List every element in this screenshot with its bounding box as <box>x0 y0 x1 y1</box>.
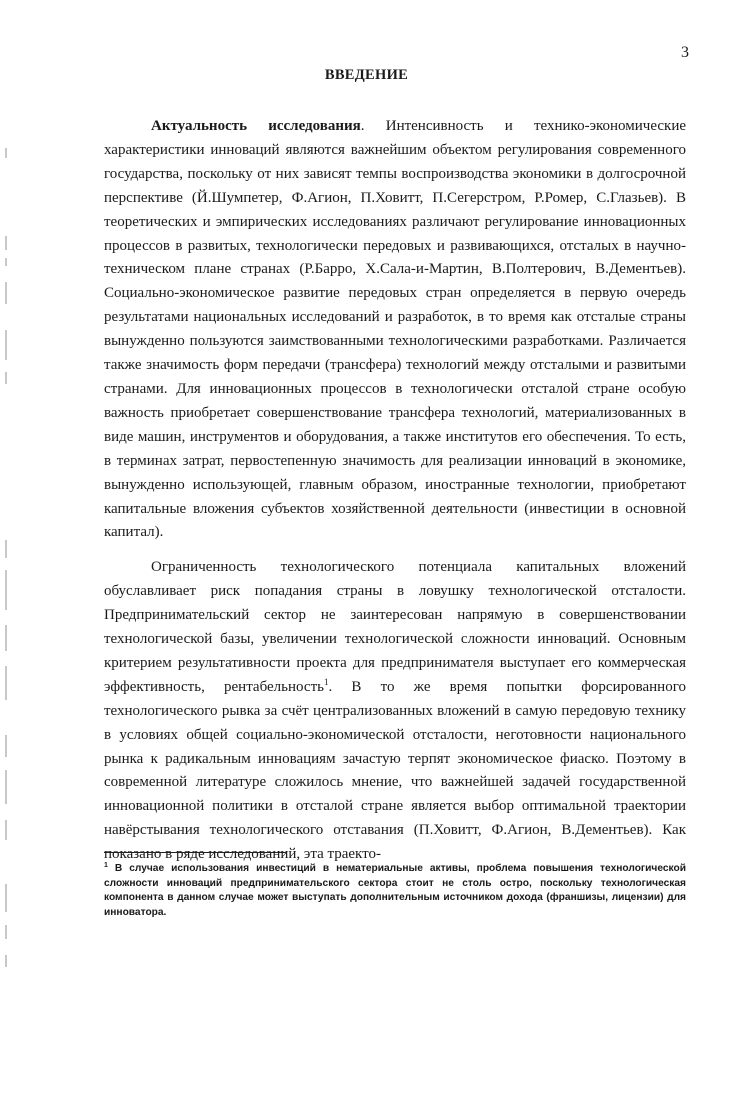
paragraph-relevance <box>104 115 686 545</box>
paragraph-text: Ограниченность технологического потенциала капитальных вложений обуславливает риск попадания страны в ловушку технологической отсталости. Предпринимательский сектор не заинтересован напрямую в совершенствовании технологической базы, увеличении технологической сложности инноваций. Основным критерием результативности проекта для предпринимателя выступает его коммерческая эффективность, рентабельность <box>104 559 686 695</box>
paragraph-technological-potential <box>104 556 686 867</box>
paragraph-lead: Актуальность исследования <box>151 118 361 134</box>
footnote-marker: 1 <box>104 862 108 869</box>
scan-margin-artifacts <box>0 0 14 1100</box>
paragraph-text: . Интенсивность и технико-экономические характеристики инноваций являются важнейшим объектом регулирования современного государства, поскольку от них зависят темпы воспроизводства экономики в долгосрочной перспективе (Й.Шумпетер, Ф.Агион, П.Ховитт, П.Сегерстром, Р.Ромер, С.Глазьев). В теоретических и эмпирических исследованиях различают регулирование инновационных процессов в развитых, технологически передовых и развивающихся, отсталых в научно-техническом плане странах (Р.Барро, Х.Сала-и-Мартин, В.Полтерович, В.Дементьев). Социально-экономическое развитие передовых стран определяется в первую очередь результатами национальных исследований и разработок, в то время как отсталые страны вынужденно пользуются заимствованными технологическими разработками. Различается также значимость форм передачи (трансфера) технологий между отсталыми и развитыми странами. Для инновационных процессов в технологически отсталой стране особую важность приобретает совершенствование трансфера технологий, материализованных в виде машин, инструментов и оборудования, а также институтов его обеспечения. То есть, в терминах затрат, первостепенную значимость для реализации инноваций в экономике, вынужденно использующей, главным образом, иностранные технологии, приобретают капитальные вложения субъектов хозяйственной деятельности (инвестиции в основной капитал). <box>104 118 686 541</box>
footnote-reference[interactable]: 1 <box>323 676 329 687</box>
footnote-divider <box>104 852 287 853</box>
body-text <box>104 115 686 867</box>
section-heading: ВВЕДЕНИЕ <box>324 67 409 83</box>
paragraph-text: . В то же время попытки форсированного технологического рывка за счёт централизованных вложений в самую передовую технику в условиях общей социально-экономической отсталости, неготовности национального рынка к радикальным инновациям зачастую терпят экономическое фиаско. Поэтому в современной литературе сложилось мнение, что важнейшей задачей государственной инновационной политики в отсталой стране является выбор оптимальной траектории навёрстывания технологического отставания (П.Ховитт, Ф.Агион, В.Дементьев). Как показано в ряде исследований, эта траекто- <box>104 678 686 863</box>
footnote-text: В случае использования инвестиций в нематериальные активы, проблема повышения технологической сложности инноваций предпринимательского сектора стоит не столь остро, поскольку технологическая компонента в данном случае может выступать дополнительным источником дохода (франшизы, лицензии) для инноватора. <box>104 863 686 918</box>
footnote <box>104 862 686 920</box>
page-number: 3 <box>681 44 689 61</box>
